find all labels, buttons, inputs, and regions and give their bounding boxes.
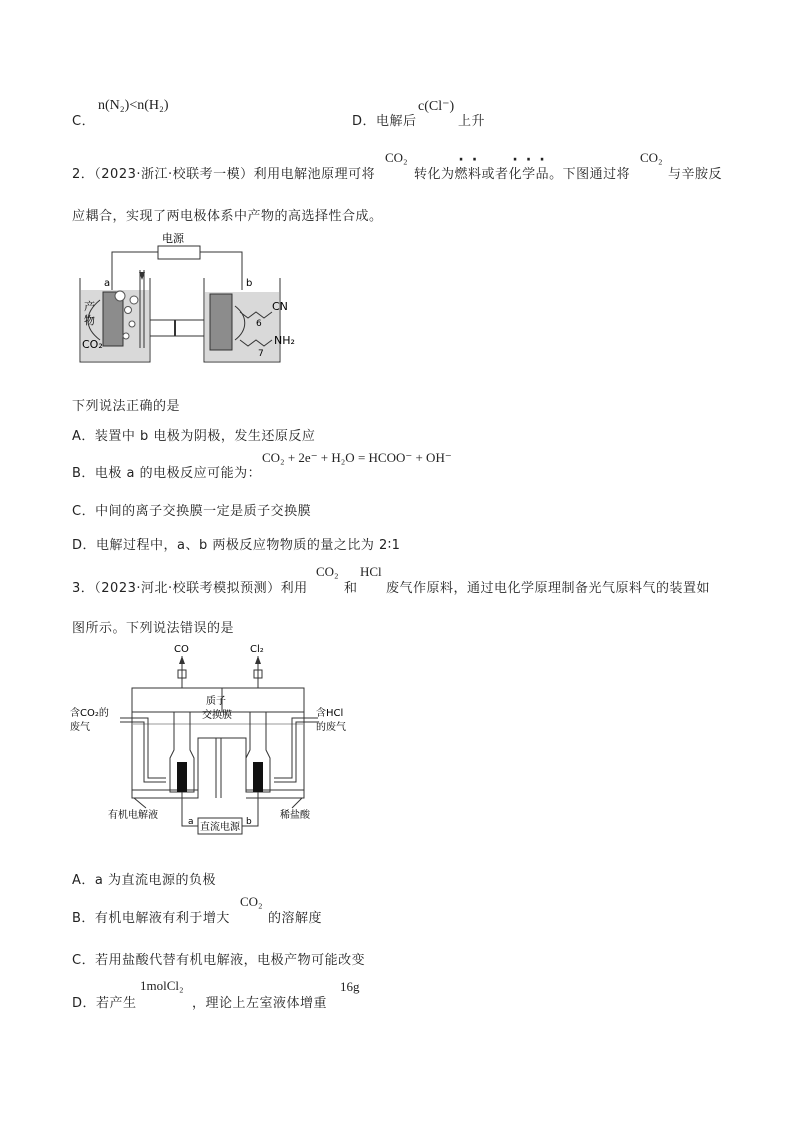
q3-a-label: a <box>188 817 194 827</box>
q2-line1-tail: 与辛胺反 <box>668 167 723 182</box>
q3-option-d-mid: ，理论上左室液体增重 <box>192 996 328 1011</box>
q3-line1-start <box>72 577 308 596</box>
q2-line1-mid: 转化为燃料或者化学品。下图通过将 <box>414 163 630 182</box>
q3-power-label: 直流电源 <box>200 822 240 833</box>
q1-option-d-post: 上升 <box>458 114 486 129</box>
q2-electrolysis-diagram <box>70 228 300 368</box>
q2-chain-7: 7 <box>258 349 264 359</box>
q2-electrode-b-label: b <box>246 278 253 289</box>
q2-option-b: B．电极 a 的电极反应可能为： <box>72 466 262 481</box>
q3-left-gas-1: 含CO₂的 <box>70 708 109 719</box>
q3-option-c: C．若用盐酸代替有机电解液，电极产物可能改变 <box>72 953 366 968</box>
q3-right-lid <box>222 688 304 712</box>
q3-right-liquid: 稀盐酸 <box>280 810 310 821</box>
q3-option-d-pre: D．若产生 <box>72 996 137 1011</box>
q3-membrane-1: 质子 <box>206 696 226 707</box>
q3-left-liquid: 有机电解液 <box>108 810 158 821</box>
q2-dotted-char: 燃 <box>454 167 469 182</box>
q2-dotted-char: 化 <box>508 167 523 182</box>
q3-left-electrode <box>177 762 187 792</box>
q2-chain-6: 6 <box>256 319 262 329</box>
q2-line2: 应耦合，实现了两电极体系中产物的高选择性合成。 <box>72 209 383 224</box>
q1-option-c <box>72 110 95 129</box>
q3-right-gas-2: 的废气 <box>316 722 346 733</box>
q3-option-b-co2: CO₂ <box>240 894 263 909</box>
q3-membrane-2: 交换膜 <box>202 710 232 721</box>
q2-co2-a: CO₂ <box>385 150 408 165</box>
q3-option-b <box>72 907 230 926</box>
q3-co-label: CO <box>174 644 189 655</box>
q2-electrode-a-label: a <box>104 278 111 289</box>
q3-option-b-post: 的溶解度 <box>268 911 323 926</box>
q2-co2-b: CO₂ <box>640 150 663 165</box>
q2-dotted-char: 学 <box>522 167 536 182</box>
q2-line1 <box>72 163 375 182</box>
q2-power-label: 电源 <box>162 232 184 245</box>
q1-option-d-pre: 电解后 <box>376 114 417 129</box>
q3-option-d-mass: 16g <box>340 979 360 994</box>
q3-co2: CO₂ <box>316 564 339 579</box>
q2-product-label-2: 物 <box>84 314 95 327</box>
q3-option-b-pre: B．有机电解液有利于增大 <box>72 911 230 926</box>
q2-number: 2． <box>72 167 95 182</box>
q2-stem: 下列说法正确的是 <box>72 399 181 414</box>
q2-source: （2023·浙江·校联考一模）利用电解池原理可将 <box>94 167 376 182</box>
q3-line1-tail: 废气作原料，通过电化学原理制备光气原料气的装置如 <box>386 581 711 596</box>
q2-option-a: A．装置中 b 电极为阴极，发生还原反应 <box>72 429 316 444</box>
q1-option-c-letter: C． <box>72 114 96 129</box>
q3-line2: 图所示。下列说法错误的是 <box>72 621 235 636</box>
q2-dotted-char: 料 <box>468 167 482 182</box>
q1-option-c-formula: n(N₂)<n(H₂) <box>98 98 169 113</box>
q2-option-b-formula: CO₂ + 2e⁻ + H₂O = HCOO⁻ + OH⁻ <box>262 450 452 465</box>
q2-cn-label: CN <box>272 300 288 313</box>
q3-cl2-label: Cl₂ <box>250 644 264 655</box>
q3-hcl: HCl <box>360 564 382 579</box>
q1-option-d-formula: c(Cl⁻) <box>418 99 455 114</box>
q3-option-a: A．a 为直流电源的负极 <box>72 873 216 888</box>
q2-product-label-1: 产 <box>84 300 95 313</box>
q3-source: （2023·河北·校联考模拟预测）利用 <box>94 581 308 596</box>
q3-electrolysis-diagram <box>70 640 370 840</box>
q3-and: 和 <box>344 581 358 596</box>
q2-dotted-char: 品 <box>535 167 550 182</box>
q3-b-label: b <box>246 817 252 827</box>
q2-co2-label: CO₂ <box>82 338 103 351</box>
q1-option-d <box>352 110 417 129</box>
q2-electrode-b <box>210 294 232 350</box>
q1-option-d-letter: D． <box>352 114 377 129</box>
q2-nh2-label: NH₂ <box>274 334 295 347</box>
q3-right-gas-1: 含HCl <box>316 708 344 719</box>
q3-right-electrode <box>253 762 263 792</box>
q3-left-gas-2: 废气 <box>70 722 90 733</box>
q3-option-d-mol: 1molCl₂ <box>140 978 184 993</box>
q2-option-c: C．中间的离子交换膜一定是质子交换膜 <box>72 504 312 519</box>
q2-option-d: D．电解过程中，a、b 两极反应物物质的量之比为 2∶1 <box>72 538 401 553</box>
q3-number: 3． <box>72 581 95 596</box>
q2-power-box <box>158 246 200 259</box>
